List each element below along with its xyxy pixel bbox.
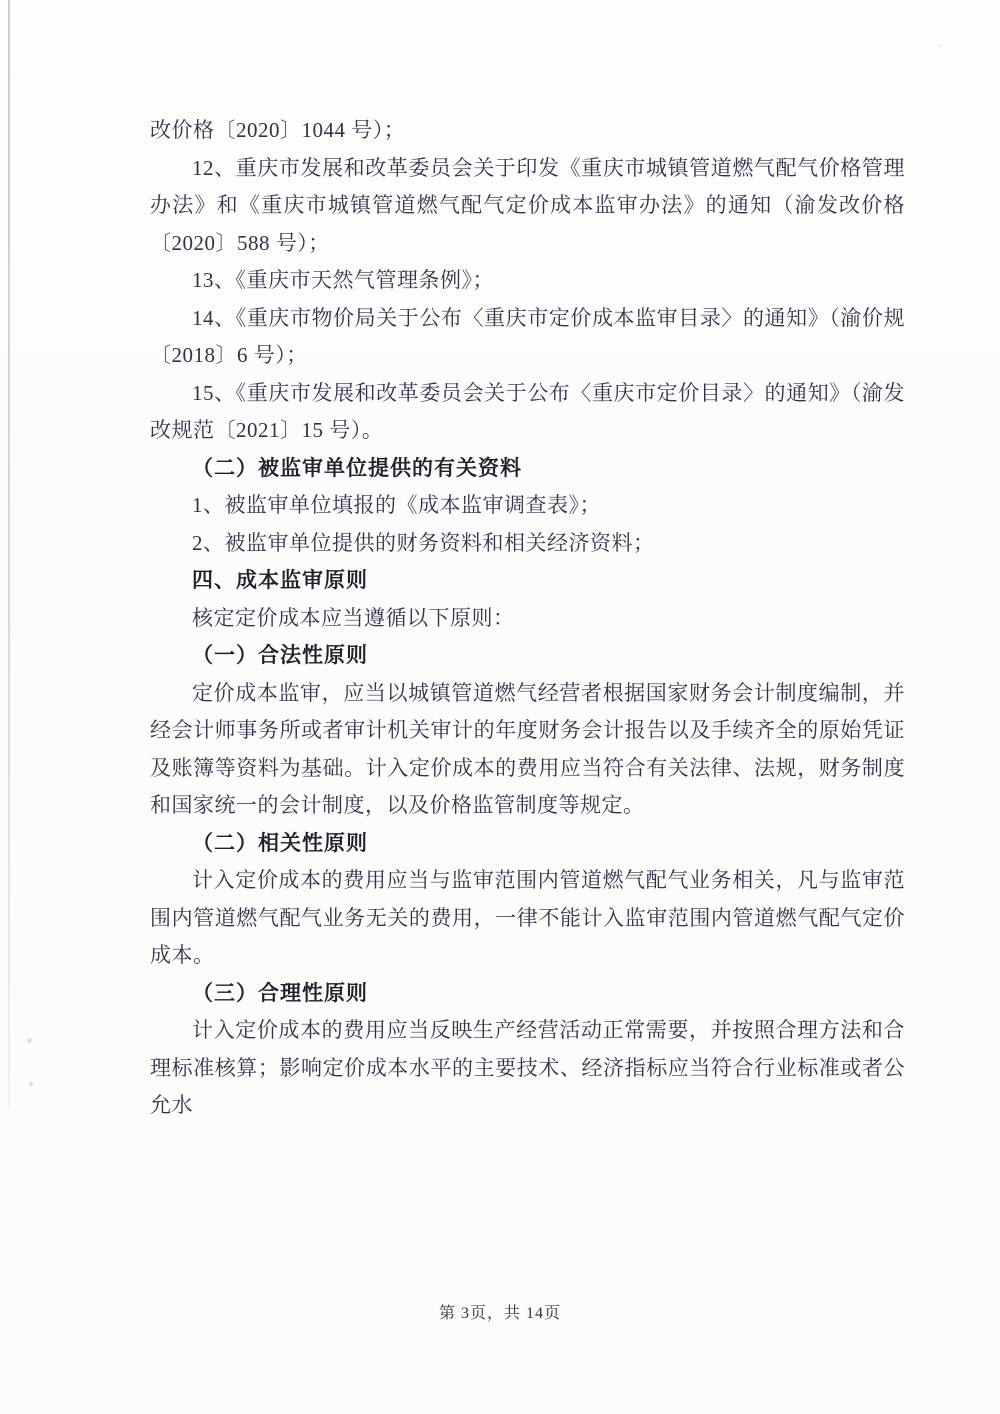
- scan-speck: [939, 44, 942, 47]
- document-body: [150, 112, 905, 1125]
- paragraph-continuation: 改价格〔2020〕1044 号）；: [150, 118, 406, 142]
- list-item-12: 12、重庆市发展和改革委员会关于印发《重庆市城镇管道燃气配气价格管理办法》和《重庆市城镇管道燃气配气定价成本监审办法》的通知（渝发改价格〔2020〕588 号）；: [150, 155, 905, 255]
- scan-edge-artifact: [8, 0, 10, 1108]
- list-item-1: 1、被监审单位填报的《成本监审调查表》；: [192, 493, 601, 517]
- heading-rationality-principle: （三）合理性原则: [192, 981, 368, 1005]
- heading-relevance-principle: （二）相关性原则: [192, 831, 368, 855]
- list-item-2: 2、被监审单位提供的财务资料和相关经济资料；: [192, 530, 655, 555]
- scan-speck: [27, 1038, 32, 1043]
- paragraph-rationality: 计入定价成本的费用应当反映生产经营活动正常需要，并按照合理方法和合理标准核算；影响定价成本水平的主要技术、经济指标应当符合行业标准或者公允水: [150, 1018, 905, 1117]
- paragraph-principles-intro: 核定定价成本应当遵循以下原则：: [192, 605, 515, 630]
- paragraph-legality: 定价成本监审，应当以城镇管道燃气经营者根据国家财务会计制度编制，并经会计师事务所或者审计机关审计的年度财务会计报告以及手续齐全的原始凭证及账簿等资料为基础。计入定价成本的费用应当符合有关法律、法规，财务制度和国家统一的会计制度，以及价格监管制度等规定。: [150, 680, 905, 817]
- scan-speck: [29, 1082, 33, 1086]
- heading-legality-principle: （一）合法性原则: [192, 644, 368, 667]
- list-item-14: 14、《重庆市物价局关于公布〈重庆市定价成本监审目录〉的通知》（渝价规〔2018〕6 号）；: [150, 305, 905, 367]
- heading-materials-provided: （二）被监审单位提供的有关资料: [192, 456, 522, 480]
- list-item-15: 15、《重庆市发展和改革委员会关于公布〈重庆市定价目录〉的通知》（渝发改规范〔2021〕15 号）。: [150, 380, 905, 442]
- heading-section-4-principles: 四、成本监审原则: [192, 569, 368, 592]
- list-item-13: 13、《重庆市天然气管理条例》；: [192, 268, 494, 292]
- page-number-footer: 第 3页，共 14页: [438, 1305, 561, 1322]
- paragraph-relevance: 计入定价成本的费用应当与监审范围内管道燃气配气业务相关，凡与监审范围内管道燃气配气业务无关的费用，一律不能计入监审范围内管道燃气配气定价成本。: [150, 868, 905, 967]
